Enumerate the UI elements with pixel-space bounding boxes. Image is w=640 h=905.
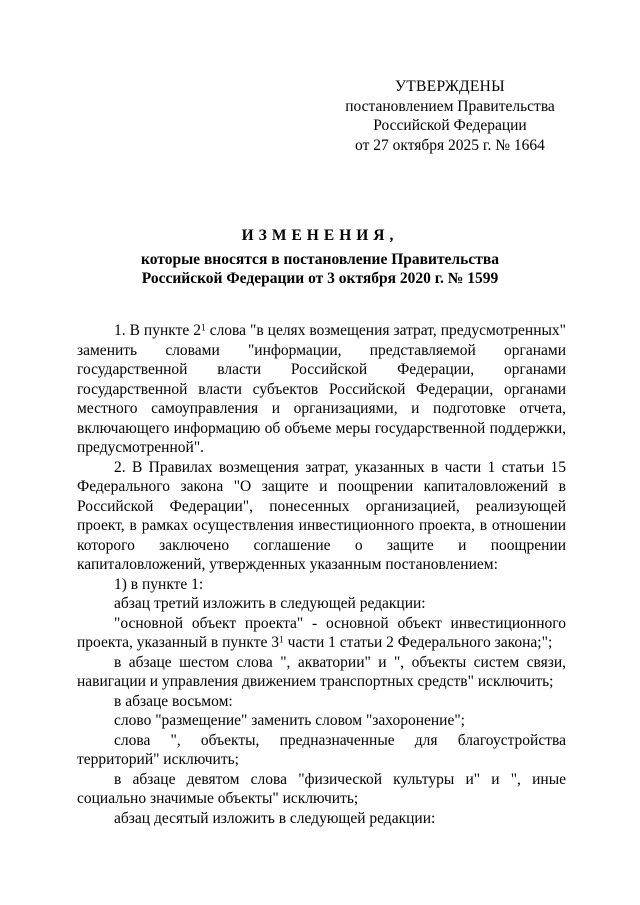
approval-line-2: Российской Федерации — [373, 117, 527, 134]
title-line-1: которые вносятся в постановление Правительства — [141, 250, 499, 268]
paragraph-7: в абзаце восьмом: — [114, 692, 233, 710]
document-title — [60, 226, 580, 289]
approval-line-1: постановлением Правительства — [345, 97, 555, 115]
paragraph-3: 1) в пункте 1: — [114, 575, 204, 593]
paragraph-6: в абзаце шестом слова ", акватории" и ", объекты систем связи, навигации и управления движением транспортных средств" исключить; — [77, 653, 566, 690]
document-body — [77, 321, 566, 828]
paragraph-5-superscript: 1 — [279, 635, 284, 646]
approval-block — [300, 77, 600, 155]
paragraph-10: в абзаце девятом слова "физической культуры и" и ", иные социально значимые объекты" исключить; — [77, 770, 566, 807]
paragraph-1-start: 1. В пункте 2 — [114, 322, 201, 339]
paragraph-4: абзац третий изложить в следующей редакции: — [114, 595, 426, 612]
paragraph-5-rest: части 1 статьи 2 Федерального закона;"; — [283, 634, 553, 651]
paragraph-2: 2. В Правилах возмещения затрат, указанных в части 1 статьи 15 Федерального закона "О защите и поощрении капиталовложений в Российской Федерации", понесенных организацией, реализующей проект, в рамках осуществления инвестиционного проекта, в отношении которого заключено соглашение о защите и поощрении капиталовложений, утвержденных указанным постановлением: — [77, 458, 566, 573]
approval-line-3: от 27 октября 2025 г. № 1664 — [355, 136, 545, 154]
paragraph-9: слова ", объекты, предназначенные для благоустройства территорий" исключить; — [77, 731, 566, 768]
paragraph-1 — [77, 321, 566, 458]
paragraph-1-superscript: 1 — [200, 323, 206, 334]
paragraph-1-rest: слова "в целях возмещения затрат, предусмотренных" заменить словами "информации, представляемой органами государственной власти Российской Федерации, органами государственной власти субъектов Российской Федерации, органами местного самоуправления и организациями, и подготовке отчета, включающего информацию об объеме меры государственной поддержки, предусмотренной". — [77, 322, 566, 456]
paragraph-11: абзац десятый изложить в следующей редакции: — [114, 809, 436, 827]
paragraph-8: слово "размещение" заменить словом "захоронение"; — [114, 712, 465, 729]
approval-heading: УТВЕРЖДЕНЫ — [395, 78, 505, 95]
paragraph-5 — [77, 614, 566, 653]
title-line-2: Российской Федерации от 3 октября 2020 г. № 1599 — [141, 270, 499, 287]
title-heading: ИЗМЕНЕНИЯ, — [241, 227, 399, 244]
paragraph-5-start: "основной объект проекта" - основной объект инвестиционного проекта, указанный в пункте 3 — [77, 614, 566, 651]
